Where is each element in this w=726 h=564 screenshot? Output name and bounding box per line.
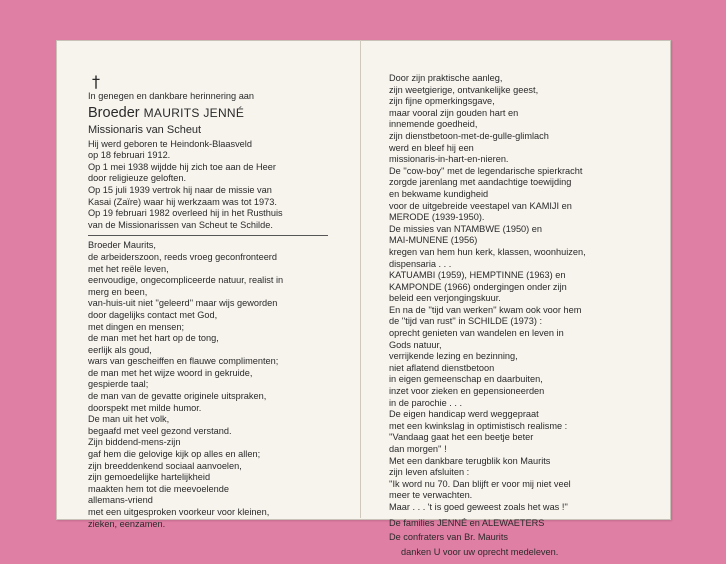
text-line: MAI-MUNENE (1956) (389, 235, 478, 246)
text-line: De missies van NTAMBWE (1950) en (389, 223, 542, 234)
text-line: dan morgen'' ! (389, 444, 447, 454)
text-line: Op 15 juli 1939 vertrok hij naar de missie van (88, 184, 272, 195)
text-line: Hij werd geboren te Heindonk-Blaasveld (88, 138, 252, 149)
text-line: gaf hem die gelovige kijk op alles en allen; (88, 449, 261, 460)
text-line: voor de uitgebreide veestapel van KAMIJI en (389, 200, 572, 211)
text-line: wars van gescheiffen en flauwe complimenten; (88, 356, 279, 367)
text-line: de arbeiderszoon, reeds vroeg geconfronteerd (88, 251, 277, 262)
cross-icon: † (92, 72, 100, 91)
text-line: KAMPONDE (1966) ondergingen onder zijn (389, 281, 567, 292)
text-line: verrijkende lezing en bezinning, (389, 351, 518, 362)
families-line: De families JENNÉ en ALEWAETERS (389, 517, 545, 528)
name-full: MAURITS JENNÉ (143, 105, 245, 120)
text-line: de man van de gevatte originele uitspraken, (88, 391, 267, 402)
text-line: maakten hem tot die meevoelende (88, 483, 229, 494)
text-line: dispensaria . . . (389, 258, 452, 269)
text-line: De ''cow-boy'' met de legendarische spierkracht (389, 165, 583, 176)
text-line: met een kwinkslag in optimistisch realisme : (389, 420, 568, 431)
tribute-continuation (389, 73, 647, 514)
text-line: Op 19 februari 1982 overleed hij in het Rusthuis (88, 208, 283, 219)
intro-text: In genegen en dankbare herinnering aan (88, 91, 255, 101)
text-line: MERODE (1939-1950). (389, 212, 485, 223)
text-line: met een uitgesproken voorkeur voor kleinen, (88, 507, 270, 517)
text-line: beleid een verjongingskuur. (389, 293, 501, 304)
card-fold-line (360, 40, 361, 518)
text-line: ''Vandaag gaat het een beetje beter (389, 432, 534, 443)
text-line: de man met het wijze woord in gekruide, (88, 367, 253, 378)
text-line: De man uit het volk, (88, 414, 170, 425)
text-line: door religieuze geloften. (88, 173, 187, 184)
text-line: de ''tijd van rust'' in SCHILDE (1973) : (389, 316, 543, 327)
deceased-name (88, 105, 338, 122)
text-line: merg en been, (88, 286, 148, 297)
text-line: Maar . . . 't is goed geweest zoals het was !'' (389, 501, 568, 512)
text-line: allemans-vriend (88, 495, 153, 506)
right-page (389, 73, 647, 558)
thanks-line: danken U voor uw oprecht medeleven. (401, 546, 559, 557)
text-line: oprecht genieten van wandelen en leven in (389, 328, 564, 339)
text-line: Kasai (Zaïre) waar hij werkzaam was tot 1973. (88, 196, 277, 207)
text-line: van de Missionarissen van Scheut te Schilde. (88, 219, 273, 230)
text-line: Met een dankbare terugblik kon Maurits (389, 455, 551, 466)
text-line: met dingen en mensen; (88, 321, 185, 332)
text-line: maar vooral zijn gouden hart en (389, 107, 519, 118)
confreres-line: De confraters van Br. Maurits (389, 532, 508, 543)
text-line: Gods natuur, (389, 339, 442, 350)
deceased-role: Missionaris van Scheut (88, 123, 202, 136)
text-line: kregen van hem hun kerk, klassen, woonhuizen, (389, 246, 586, 257)
text-line: werd en bleef hij een (389, 142, 474, 153)
text-line: meer te verwachten. (389, 490, 473, 501)
text-line: in eigen gemeenschap en daarbuiten, (389, 374, 543, 385)
text-line: missionaris-in-hart-en-nieren. (389, 154, 509, 165)
text-line: Op 1 mei 1938 wijdde hij zich toe aan de Heer (88, 161, 276, 172)
text-line: met het reële leven, (88, 263, 169, 274)
text-line: begaafd met veel gezond verstand. (88, 425, 232, 436)
text-line: eenvoudige, ongecompliceerde natuur, realist in (88, 275, 284, 286)
text-line: Zijn biddend-mens-zijn (88, 437, 181, 448)
text-line: zijn gemoedelijke hartelijkheid (88, 472, 211, 483)
text-line: de man met het hart op de tong, (88, 333, 219, 344)
biography (88, 139, 338, 232)
text-line: door dagelijks contact met God, (88, 309, 218, 320)
tribute-text (88, 240, 338, 530)
text-line: Broeder Maurits, (88, 240, 156, 251)
text-line: innemende goedheid, (389, 119, 478, 130)
name-title: Broeder (88, 104, 144, 121)
divider (88, 235, 328, 236)
text-line: zijn weetgierige, ontvankelijke geest, (389, 84, 539, 95)
text-line: eerlijk als goud, (88, 344, 152, 355)
text-line: zijn leven afsluiten : (389, 467, 470, 478)
text-line: Door zijn praktische aanleg, (389, 73, 503, 83)
text-line: zijn dienstbetoon-met-de-gulle-glimlach (389, 130, 549, 141)
text-line: doorspekt met milde humor. (88, 402, 202, 413)
text-line: en bekwame kundigheid (389, 188, 489, 199)
text-line: De eigen handicap werd weggepraat (389, 409, 539, 420)
text-line: ''Ik word nu 70. Dan blijft er voor mij niet veel (389, 478, 571, 489)
text-line: gespierde taal; (88, 379, 149, 390)
text-line: in de parochie . . . (389, 397, 463, 408)
text-line: van-huis-uit niet ''geleerd'' maar wijs geworden (88, 298, 278, 309)
text-line: zijn breeddenkend sociaal aanvoelen, (88, 460, 242, 471)
text-line: En na de ''tijd van werken'' kwam ook voor hem (389, 304, 582, 315)
text-line: zorgde jarenlang met aandachtige toewijding (389, 177, 572, 188)
text-line: niet aflatend dienstbetoon (389, 362, 495, 373)
text-line: op 18 februari 1912. (88, 150, 171, 161)
text-line: KATUAMBI (1959), HEMPTINNE (1963) en (389, 270, 566, 281)
text-line: zieken, eenzamen. (88, 518, 166, 529)
text-line: inzet voor zieken en gepensioneerden (389, 386, 545, 397)
left-page (88, 74, 338, 530)
text-line: zijn fijne opmerkingsgave, (389, 96, 495, 107)
